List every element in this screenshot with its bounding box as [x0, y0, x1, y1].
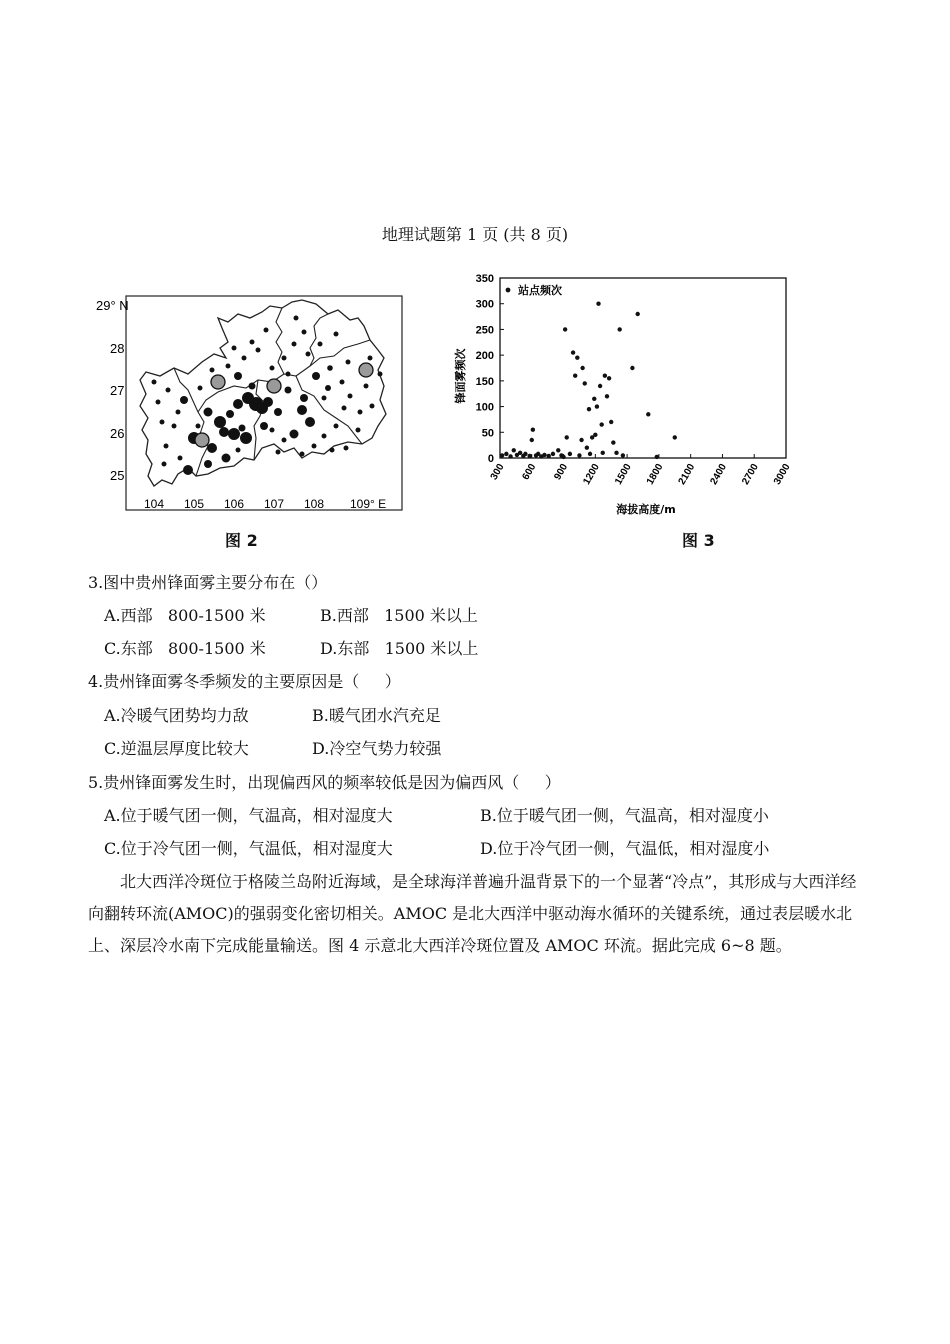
- data-point: [551, 452, 555, 456]
- question-5-option-b[interactable]: B.位于暖气团一侧，气温高，相对湿度小: [480, 806, 769, 825]
- station-dot: [305, 417, 315, 427]
- inner-boundary: [174, 368, 198, 412]
- question-5-option-d[interactable]: D.位于冷气团一侧，气温低，相对湿度小: [480, 839, 770, 858]
- question-3-option-c[interactable]: C.东部 800-1500 米: [104, 639, 266, 658]
- lon-label-108: 108: [304, 497, 325, 511]
- question-4-option-b[interactable]: B.暖气团水汽充足: [312, 706, 441, 725]
- passage-text: 北大西洋冷斑位于格陵兰岛附近海域，是全球海洋普遍升温背景下的一个显著“冷点”，其形成与大西洋经向翻转环流(AMOC)的强弱变化密切相关。AMOC 是北大西洋中驱动海水循环的关键系统，通过表层暖水北上、深层冷水南下完成能量输送。图 4 示意北大西洋冷斑位置及 AMOC 环流。据此完成 6~8 题。: [88, 872, 857, 955]
- station-dot: [236, 448, 241, 453]
- station-dot: [204, 460, 212, 468]
- data-point: [508, 454, 512, 458]
- question-5-option-a[interactable]: A.位于暖气团一侧，气温高，相对湿度大: [104, 806, 393, 825]
- figure-3-chart: [448, 266, 808, 526]
- station-dot: [290, 430, 299, 439]
- data-point: [571, 350, 575, 354]
- x-axis-label: 海拔高度/m: [616, 503, 676, 516]
- data-point: [646, 412, 650, 416]
- station-dot: [152, 380, 157, 385]
- station-dot: [234, 372, 242, 380]
- station-dot: [346, 360, 351, 365]
- station-dot: [270, 366, 275, 371]
- station-dot: [263, 397, 273, 407]
- station-dot: [160, 420, 165, 425]
- data-point: [561, 455, 565, 459]
- station-dot: [178, 456, 183, 461]
- lon-label-106: 106: [224, 497, 245, 511]
- data-point: [547, 454, 551, 458]
- data-point: [565, 435, 569, 439]
- station-dot: [306, 352, 311, 357]
- lon-label-104: 104: [144, 497, 165, 511]
- station-dot: [162, 462, 167, 467]
- data-point: [504, 452, 508, 456]
- station-dot: [156, 400, 161, 405]
- data-point: [527, 454, 531, 458]
- station-dot: [334, 424, 339, 429]
- station-dot: [256, 348, 261, 353]
- station-dot: [226, 410, 234, 418]
- data-point: [673, 435, 677, 439]
- station-dot: [249, 383, 256, 390]
- data-point: [556, 448, 560, 452]
- data-point: [523, 452, 527, 456]
- station-dot: [204, 408, 213, 417]
- reading-passage: [88, 866, 868, 962]
- station-dot: [183, 465, 193, 475]
- lat-label-26: 26: [110, 426, 125, 441]
- station-dot: [312, 372, 320, 380]
- station-dot: [180, 396, 188, 404]
- x-tick-label: 1200: [581, 462, 602, 487]
- data-point: [587, 407, 591, 411]
- station-dot: [356, 428, 361, 433]
- data-point: [593, 433, 597, 437]
- data-point: [614, 451, 618, 455]
- data-point: [580, 366, 584, 370]
- station-dot: [325, 385, 331, 391]
- data-point: [598, 384, 602, 388]
- data-point: [617, 327, 621, 331]
- station-dot: [322, 434, 327, 439]
- station-dot: [222, 454, 231, 463]
- station-dot: [378, 372, 383, 377]
- data-point: [630, 366, 634, 370]
- data-point: [603, 374, 607, 378]
- data-point: [531, 428, 535, 432]
- station-dot: [270, 428, 275, 433]
- y-tick-label: 0: [487, 453, 494, 465]
- x-tick-label: 2400: [708, 462, 730, 487]
- data-point: [563, 327, 567, 331]
- x-tick-label: 1800: [644, 462, 666, 487]
- guizhou-map: [88, 262, 408, 527]
- data-point: [583, 381, 587, 385]
- station-dot: [302, 330, 307, 335]
- data-point: [609, 420, 613, 424]
- station-dot: [228, 428, 240, 440]
- data-point: [500, 453, 504, 457]
- data-point: [655, 455, 659, 459]
- scatter-chart: [448, 266, 808, 526]
- station-dot: [285, 387, 292, 394]
- question-3-stem: 3.图中贵州锋面雾主要分布在（）: [88, 573, 328, 592]
- data-point: [592, 397, 596, 401]
- lat-label-27: 27: [110, 383, 125, 398]
- gray-station-marker: [195, 433, 209, 447]
- data-point: [607, 376, 611, 380]
- question-4-option-d[interactable]: D.冷空气势力较强: [312, 739, 442, 758]
- station-dot: [327, 365, 333, 371]
- figure-3-caption: 图 3: [682, 531, 715, 550]
- inner-boundary: [276, 308, 284, 374]
- x-tick-label: 900: [552, 462, 571, 482]
- lon-label-109: 109° E: [350, 497, 387, 511]
- y-tick-label: 250: [475, 324, 494, 337]
- gray-station-marker: [267, 379, 281, 393]
- y-tick-label: 350: [475, 273, 494, 285]
- station-dot: [260, 422, 268, 430]
- lat-label-28: 28: [110, 341, 125, 356]
- station-dot: [276, 450, 281, 455]
- station-dot: [348, 394, 353, 399]
- lat-label-25: 25: [110, 468, 125, 483]
- station-dot: [330, 448, 335, 453]
- y-tick-label: 150: [475, 375, 494, 388]
- station-dot: [300, 452, 305, 457]
- station-dot: [274, 408, 282, 416]
- data-point: [573, 374, 577, 378]
- station-dot: [242, 356, 247, 361]
- x-tick-label: 1500: [613, 462, 634, 487]
- x-tick-label: 2100: [676, 462, 698, 487]
- station-dot: [198, 386, 203, 391]
- station-dot: [233, 399, 243, 409]
- station-dot: [370, 404, 375, 409]
- station-dot: [240, 432, 252, 444]
- question-5-option-c[interactable]: C.位于冷气团一侧，气温低，相对湿度大: [104, 839, 393, 858]
- y-axis-label: 锋面雾频次: [454, 348, 467, 404]
- data-point: [621, 453, 625, 457]
- y-tick-label: 100: [475, 401, 494, 414]
- question-4-stem: 4.贵州锋面雾冬季频发的主要原因是（ ）: [88, 672, 401, 691]
- data-point: [530, 438, 534, 442]
- station-dot: [312, 444, 317, 449]
- inner-boundary: [198, 340, 370, 412]
- station-dots: [152, 316, 383, 476]
- station-dot: [334, 332, 339, 337]
- data-point: [611, 440, 615, 444]
- station-dot: [164, 444, 169, 449]
- station-dot: [264, 328, 269, 333]
- station-dot: [358, 410, 363, 415]
- x-tick-label: 2700: [740, 462, 761, 487]
- station-dot: [340, 380, 345, 385]
- station-dot: [344, 446, 349, 451]
- x-tick-label: 300: [488, 462, 507, 482]
- station-dot: [214, 416, 226, 428]
- gray-station-marker: [211, 375, 225, 389]
- station-dot: [368, 356, 373, 361]
- station-dot: [250, 340, 255, 345]
- data-point: [585, 446, 589, 450]
- figure-2-map: [88, 262, 408, 527]
- question-3-option-a[interactable]: A.西部 800-1500 米: [104, 606, 266, 625]
- station-dot: [239, 425, 246, 432]
- legend-marker: [506, 288, 511, 293]
- data-point: [588, 452, 592, 456]
- station-dot: [364, 384, 369, 389]
- lon-label-105: 105: [184, 497, 205, 511]
- data-point: [579, 438, 583, 442]
- x-tick-label: 3000: [771, 462, 793, 487]
- data-point: [575, 356, 579, 360]
- station-dot: [286, 372, 291, 377]
- province-outline: [140, 300, 386, 486]
- y-tick-label: 50: [481, 427, 494, 440]
- station-dot: [342, 406, 347, 411]
- station-dot: [318, 342, 323, 347]
- station-dot: [172, 424, 177, 429]
- station-dot: [292, 342, 297, 347]
- question-4-option-c[interactable]: C.逆温层厚度比较大: [104, 739, 249, 758]
- station-dot: [297, 405, 307, 415]
- data-point: [601, 451, 605, 455]
- x-tick-label: 600: [520, 462, 539, 482]
- lon-label-107: 107: [264, 497, 285, 511]
- data-point: [568, 452, 572, 456]
- data-point: [605, 394, 609, 398]
- data-point: [596, 302, 600, 306]
- plot-frame: [500, 278, 786, 458]
- station-dot: [210, 368, 215, 373]
- question-5-stem: 5.贵州锋面雾发生时，出现偏西风的频率较低是因为偏西风（ ）: [88, 773, 561, 792]
- station-dot: [219, 427, 229, 437]
- question-3-option-b[interactable]: B.西部 1500 米以上: [320, 606, 478, 625]
- station-dot: [282, 356, 287, 361]
- station-dot: [207, 443, 217, 453]
- station-dot: [166, 388, 171, 393]
- station-dot: [176, 410, 181, 415]
- data-point: [542, 453, 546, 457]
- data-point: [512, 448, 516, 452]
- question-3-option-d[interactable]: D.东部 1500 米以上: [320, 639, 479, 658]
- station-dot: [226, 364, 231, 369]
- data-point: [518, 451, 522, 455]
- data-point: [636, 312, 640, 316]
- page-header: 地理试题第 1 页 (共 8 页): [381, 225, 569, 244]
- station-dot: [232, 346, 237, 351]
- lat-label-29: 29° N: [96, 298, 129, 313]
- figure-2-caption: 图 2: [225, 531, 258, 550]
- y-tick-label: 200: [475, 350, 494, 363]
- legend-label: 站点频次: [518, 284, 562, 297]
- data-point: [599, 422, 603, 426]
- station-dot: [294, 316, 299, 321]
- station-dot: [282, 438, 287, 443]
- station-dot: [300, 394, 308, 402]
- data-point: [577, 453, 581, 457]
- y-tick-label: 300: [475, 298, 494, 311]
- station-dot: [322, 396, 327, 401]
- question-4-option-a[interactable]: A.冷暖气团势均力敌: [104, 706, 249, 725]
- station-dot: [196, 424, 201, 429]
- gray-station-marker: [359, 363, 373, 377]
- data-point: [595, 404, 599, 408]
